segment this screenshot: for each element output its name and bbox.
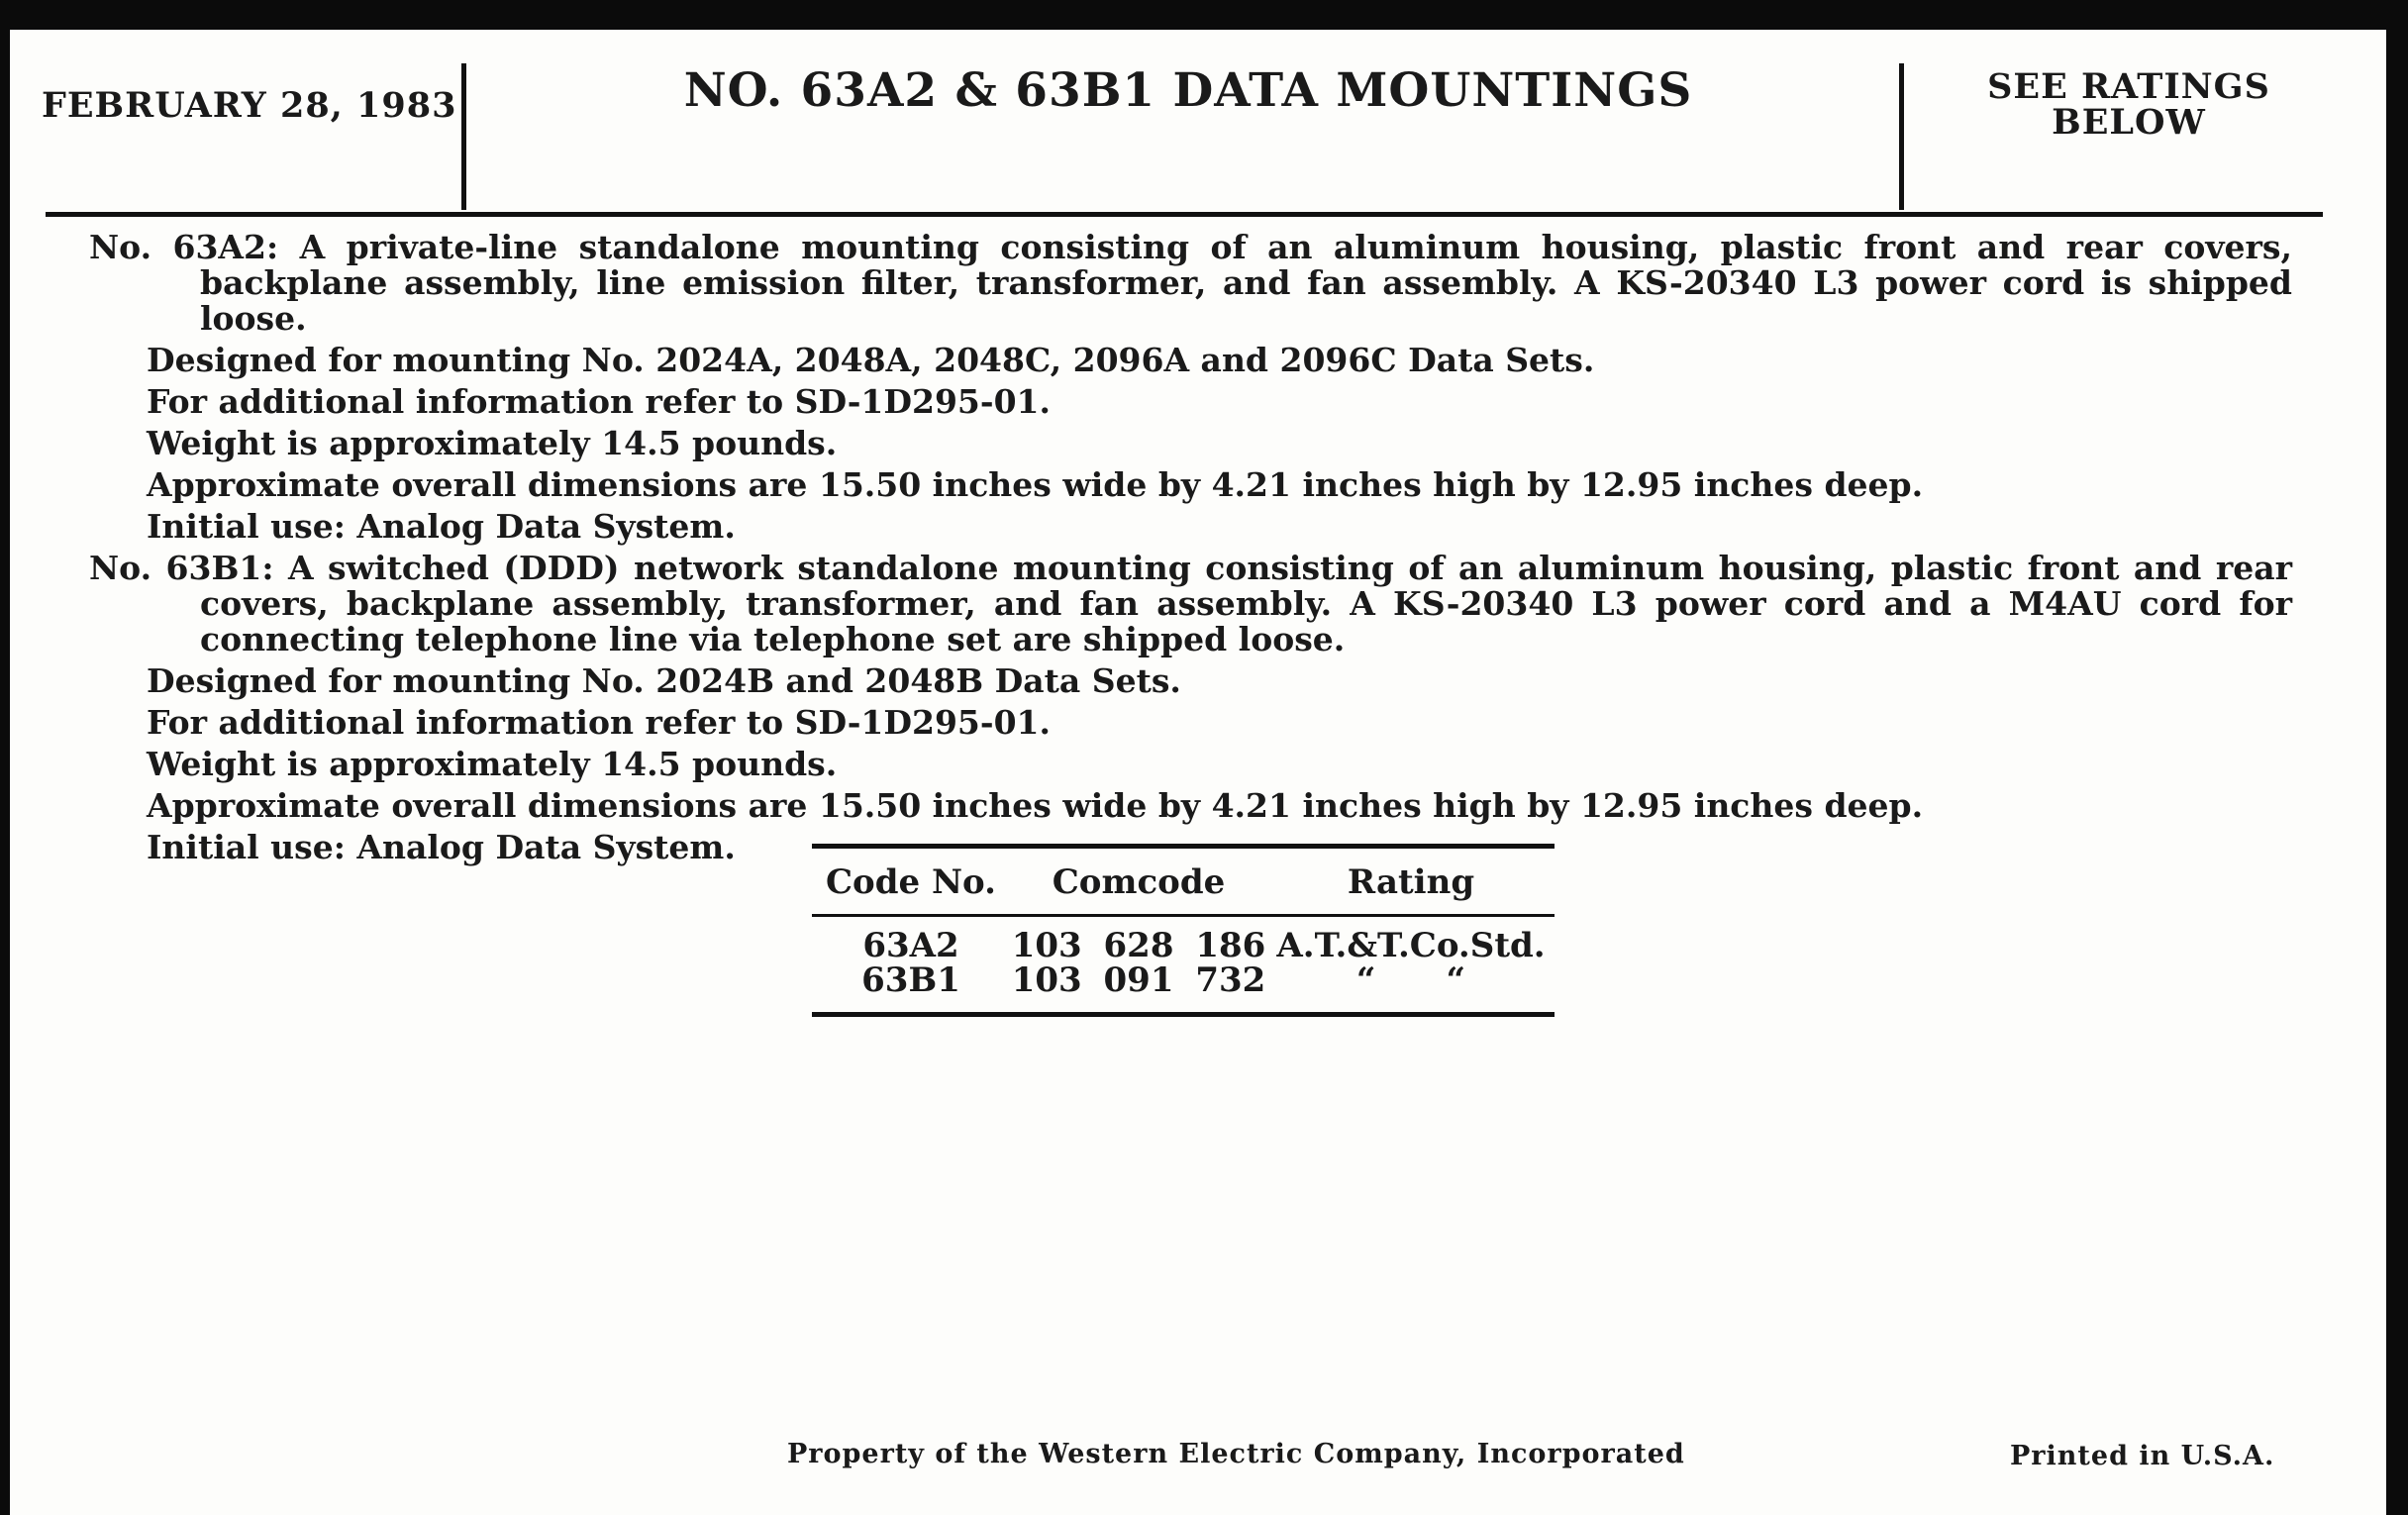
section-description: No. 63B1: A switched (DDD) network standalone mounting consisting of an aluminum housing, plastic front and rear covers, backplane assembly, transformer, and fan assembly. A KS-20340 L3 power cord and a M4AU cord for connecting telephone line via telephone set are shipped loose. [89, 549, 2292, 658]
column-header-comcode: Comcode [1052, 862, 1226, 902]
cell-rating: A.T.&T.Co.Std. [1276, 926, 1546, 965]
section-line: For additional information refer to SD-1D295-01. [147, 703, 1051, 742]
section-line: Approximate overall dimensions are 15.50 inches wide by 4.21 inches high by 12.95 inches deep. [147, 786, 1924, 825]
section-line: Designed for mounting No. 2024A, 2048A, 2048C, 2096A and 2096C Data Sets. [147, 341, 1595, 379]
table-body [812, 917, 1555, 998]
footer-printed-in: Printed in U.S.A. [2010, 1441, 2275, 1471]
section-63b1 [89, 551, 2292, 865]
cell-comcode: 103 628 186 [1011, 926, 1266, 965]
section-63a2 [89, 230, 2292, 545]
section-line: Weight is approximately 14.5 pounds. [147, 424, 838, 462]
ratings-table [812, 844, 1555, 1017]
footer-property-notice: Property of the Western Electric Company, Incorporated [787, 1439, 1685, 1469]
table-rule-bottom [812, 1012, 1555, 1017]
section-line: Weight is approximately 14.5 pounds. [147, 745, 838, 783]
ratings-note-line-2: BELOW [2052, 102, 2206, 143]
section-line: For additional information refer to SD-1D295-01. [147, 382, 1051, 421]
ratings-note-line-1: SEE RATINGS [1987, 66, 2270, 107]
description-body [89, 230, 2292, 865]
table-row [812, 960, 1555, 1000]
section-line: Approximate overall dimensions are 15.50 inches wide by 4.21 inches high by 12.95 inches deep. [147, 465, 1924, 504]
table-header-row [812, 849, 1555, 902]
section-line: Initial use: Analog Data System. [147, 507, 736, 546]
page-title: NO. 63A2 & 63B1 DATA MOUNTINGS [683, 63, 1693, 118]
header-divider-right [1899, 63, 1904, 210]
column-header-rating: Rating [1347, 862, 1475, 902]
section-line: Designed for mounting No. 2024B and 2048B Data Sets. [147, 661, 1181, 700]
ratings-note [1911, 66, 2347, 143]
column-header-code: Code No. [826, 862, 996, 902]
section-line: Initial use: Analog Data System. [147, 828, 736, 866]
table-row [812, 926, 1555, 965]
cell-rating: “ “ [1355, 960, 1466, 1000]
header-rule [46, 212, 2323, 217]
cell-code: 63B1 [861, 960, 960, 1000]
issue-date: FEBRUARY 28, 1983 [42, 85, 457, 126]
section-description: No. 63A2: A private-line standalone mounting consisting of an aluminum housing, plastic front and rear covers, backplane assembly, line emission filter, transformer, and fan assembly. A KS-20340 L3 power cord is shipped loose. [89, 228, 2292, 338]
cell-code: 63A2 [862, 926, 959, 965]
cell-comcode: 103 091 732 [1011, 960, 1266, 1000]
header-divider-left [461, 63, 466, 210]
